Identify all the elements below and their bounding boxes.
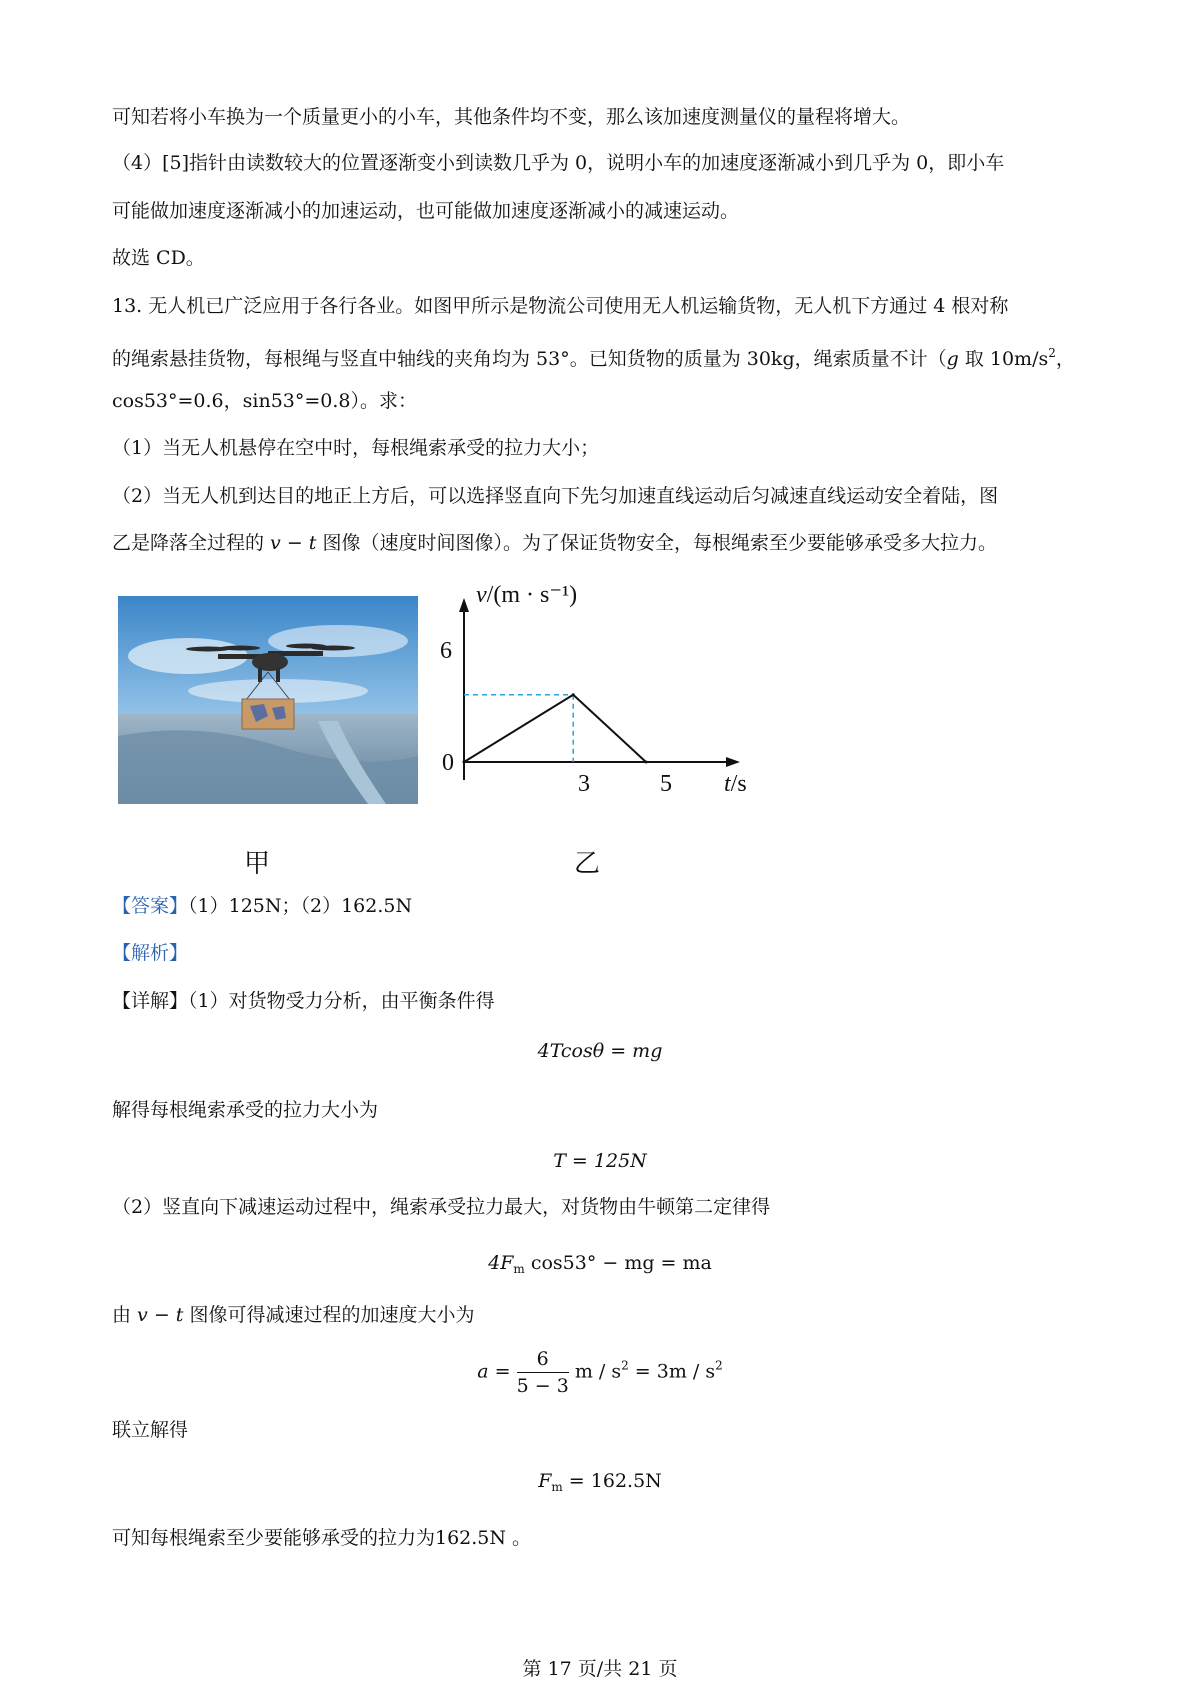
text-line: cos53°=0.6，sin53°=0.8）。求：	[112, 390, 418, 412]
text-line: 联立解得	[112, 1419, 189, 1441]
text-line: 由 v − t 图像可得减速过程的加速度大小为	[112, 1304, 475, 1326]
equation-5: $F_m = 162.5N$	[538, 1470, 662, 1494]
text-line: 解得每根绳索承受的拉力大小为	[112, 1099, 379, 1121]
equation-3: $4F_m$ cos53° − mg = ma	[488, 1252, 712, 1276]
tick-label-y: 6	[440, 638, 452, 664]
data-point	[645, 761, 648, 764]
text-line: （2）当无人机到达目的地正上方后，可以选择竖直向下先匀加速直线运动后匀减速直线运动安全着陆，图	[112, 485, 999, 507]
tick-label-x: 3	[578, 771, 590, 797]
text-line: 可知每根绳索至少要能够承受的拉力为162.5N 。	[112, 1527, 532, 1549]
data-point	[572, 693, 575, 696]
drone-photo	[118, 596, 418, 804]
y-axis-arrow	[459, 598, 469, 612]
text-line: 故选 CD。	[112, 247, 205, 269]
question-title: 13. 无人机已广泛应用于各行各业。如图甲所示是物流公司使用无人机运输货物，无人机下方通过 4 根对称	[112, 295, 1009, 317]
fraction: $\frac{6}{5 - 3}$	[516, 1348, 569, 1397]
x-axis-label: t/s	[724, 771, 747, 797]
text-line: （4）[5]指针由读数较大的位置逐渐变小到读数几乎为 0，说明小车的加速度逐渐减小到几乎为 0，即小车	[112, 152, 1005, 174]
caption-right: 乙	[574, 849, 601, 879]
equation-1: 4Tcosθ = mg	[537, 1040, 663, 1062]
detail-line: 【详解】（1）对货物受力分析，由平衡条件得	[112, 990, 495, 1012]
tick-label-origin: 0	[442, 750, 454, 776]
page-footer: 第 17 页/共 21 页	[522, 1658, 678, 1680]
equation-2: T = 125N	[553, 1150, 647, 1172]
answer-line: 【答案】（1）125N；（2）162.5N	[112, 895, 413, 917]
text-line: 可知若将小车换为一个质量更小的小车，其他条件均不变，那么该加速度测量仪的量程将增大。	[112, 106, 911, 128]
data-point	[463, 761, 466, 764]
text-line: （1）当无人机悬停在空中时，每根绳索承受的拉力大小；	[112, 437, 600, 459]
caption-left: 甲	[244, 849, 271, 879]
y-axis-label: v/(m · s⁻¹)	[476, 582, 578, 608]
drone-photo-illustration	[118, 596, 418, 804]
equation-4: a = $\frac{6}{5 - 3}$ $m / s^2 = 3m / s^2$	[477, 1348, 723, 1397]
tick-label-x: 5	[660, 771, 672, 797]
vt-graph	[428, 580, 758, 810]
analysis-tag: 【解析】	[112, 942, 189, 964]
series-line	[464, 695, 646, 762]
text-line: 的绳索悬挂货物，每根绳与竖直中轴线的夹角均为 53°。已知货物的质量为 30kg，绳索质量不计（g 取 $10m/s^2$，	[112, 346, 1075, 370]
x-axis-arrow	[726, 757, 740, 767]
text-line: （2）竖直向下减速运动过程中，绳索承受拉力最大，对货物由牛顿第二定律得	[112, 1196, 771, 1218]
text-line: 乙是降落全过程的 v − t 图像（速度时间图像）。为了保证货物安全，每根绳索至少要能够承受多大拉力。	[112, 532, 997, 554]
text-line: 可能做加速度逐渐减小的加速运动，也可能做加速度逐渐减小的减速运动。	[112, 200, 740, 222]
